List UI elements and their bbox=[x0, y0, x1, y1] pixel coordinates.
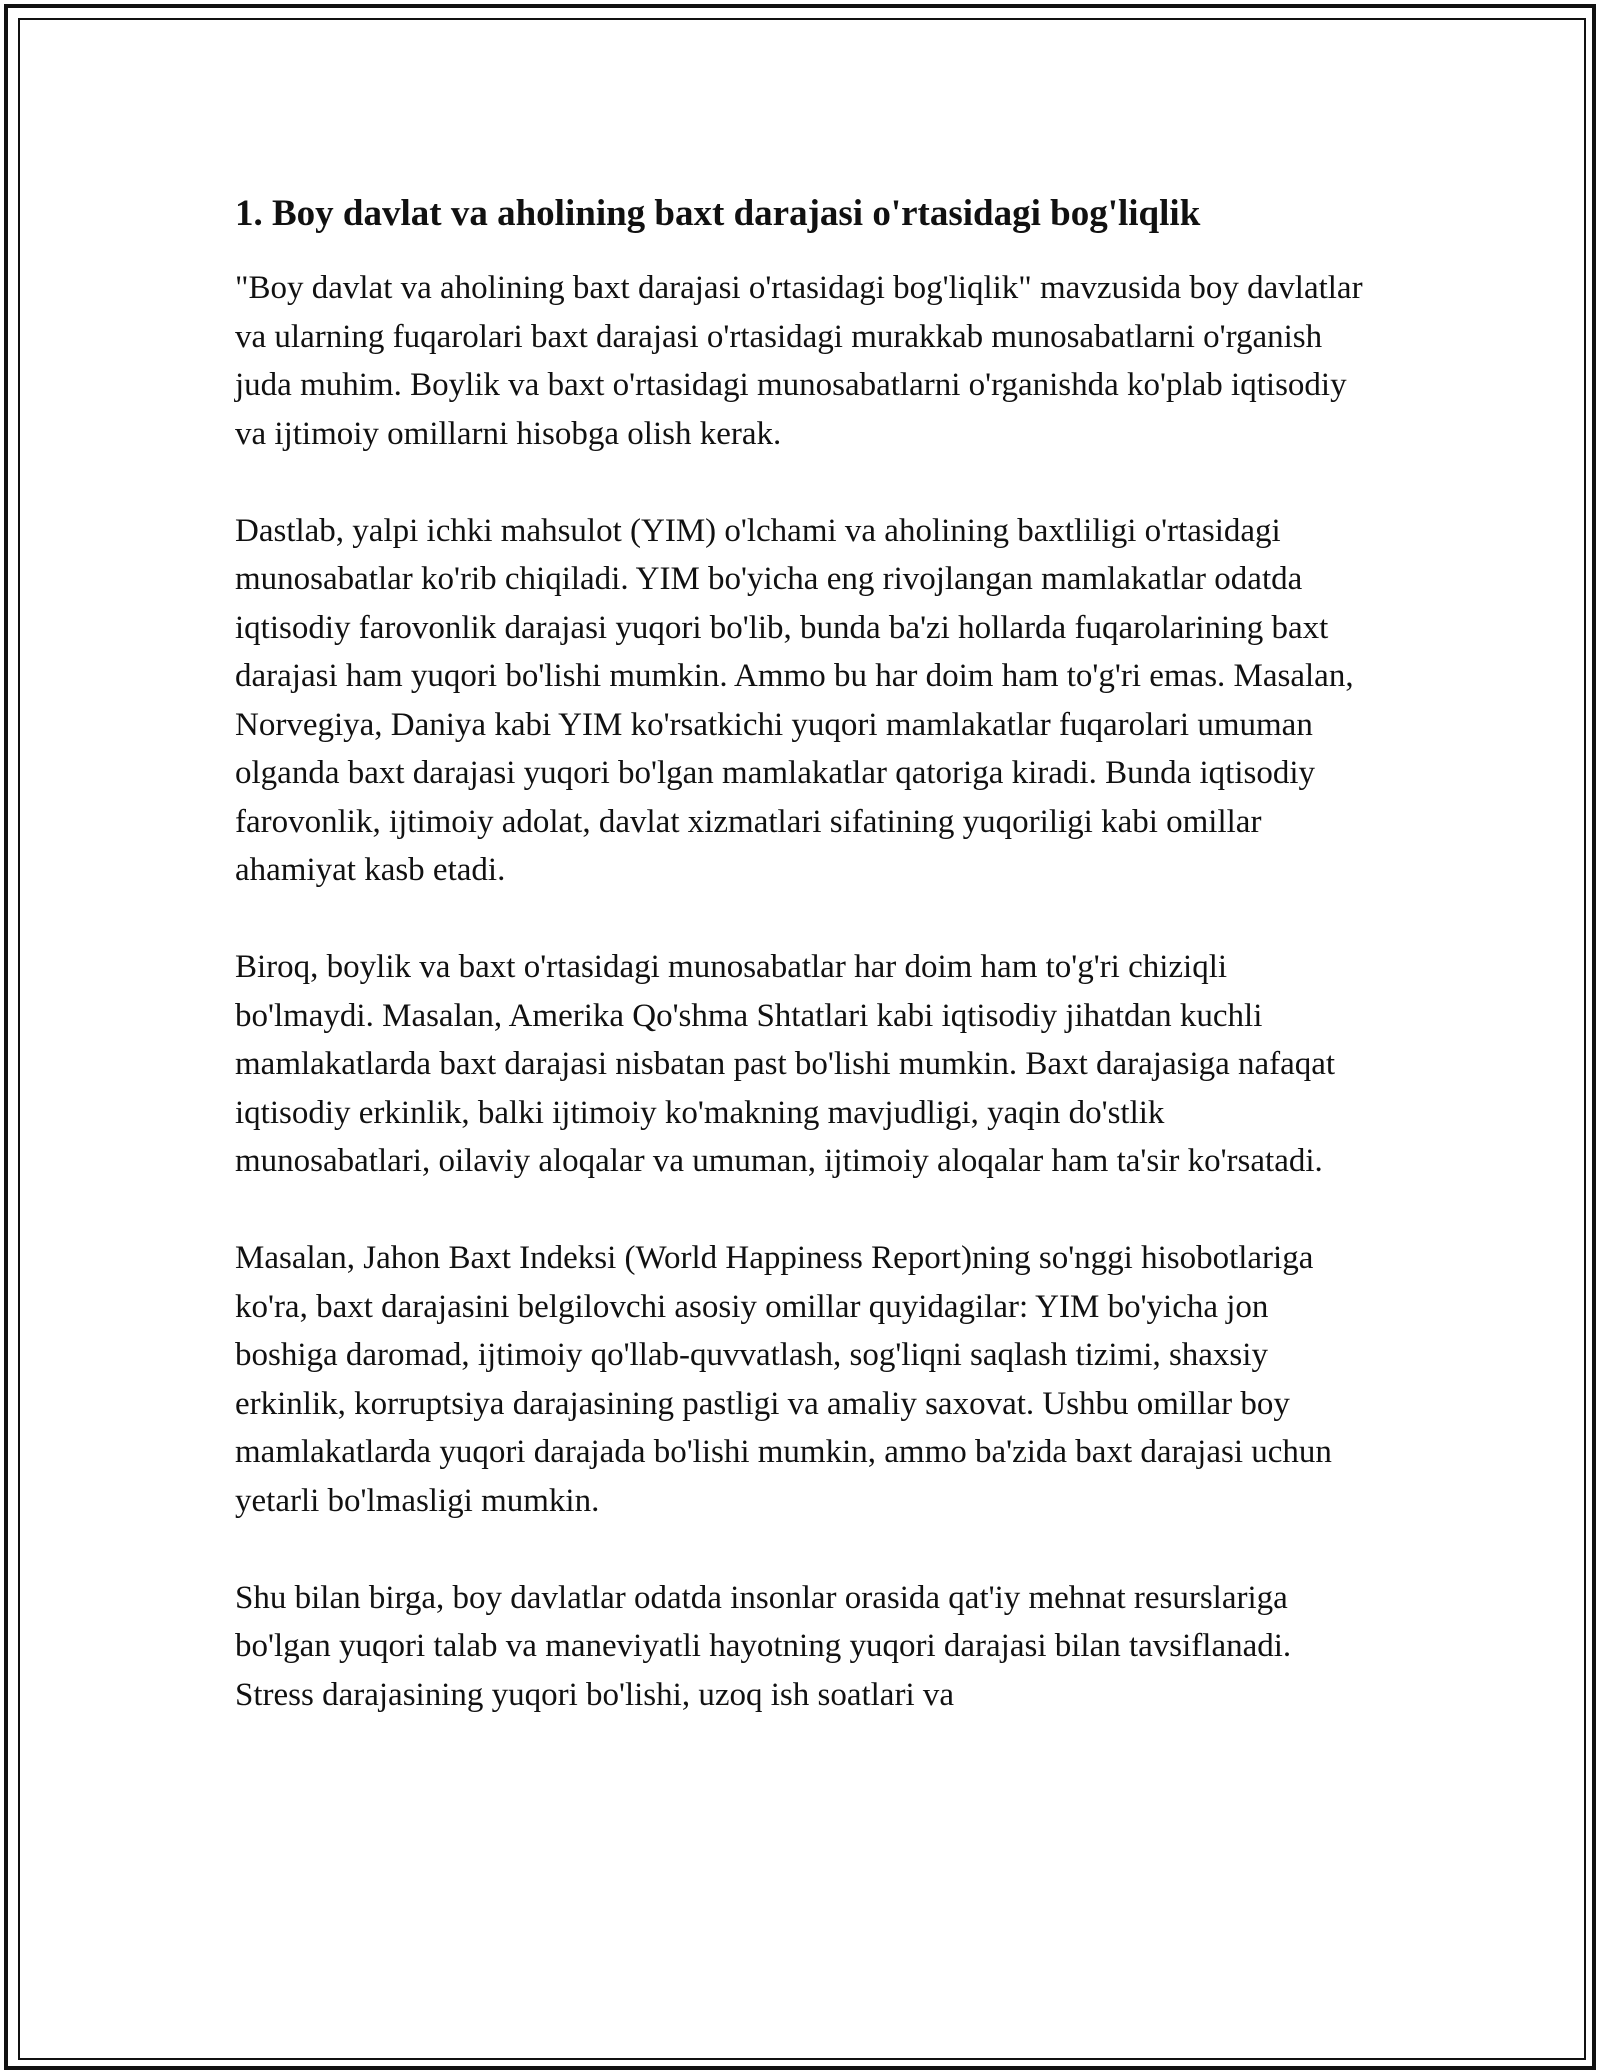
paragraph-intro: "Boy davlat va aholining baxt darajasi o'rtasidagi bog'liqlik" mavzusida boy davlatlar va ularning fuqarolari baxt darajasi o'rtasidagi murakkab munosabatlarni o'rganish juda muhim. Boylik va baxt o'rtasidagi munosabatlarni o'rganishda ko'plab iqtisodiy va ijtimoiy omillarni hisobga olish kerak. bbox=[235, 270, 1363, 452]
paragraph-world-happiness-report: Masalan, Jahon Baxt Indeksi (World Happiness Report)ning so'nggi hisobotlariga ko'ra, baxt darajasini belgilovchi asosiy omillar quyidagilar: YIM bo'yicha jon boshiga daromad, ijtimoiy qo'llab-quvvatlash, sog'liqni saqlash tizimi, shaxsiy erkinlik, korruptsiya darajasining pastligi va amaliy saxovat. Ushbu omillar boy mamlakatlarda yuqori darajada bo'lishi mumkin, ammo ba'zida baxt darajasi uchun yetarli bo'lmasligi mumkin. bbox=[235, 1240, 1332, 1519]
section-heading: 1. Boy davlat va aholining baxt darajasi o'rtasidagi bog'liqlik bbox=[235, 193, 1201, 234]
document-body bbox=[235, 188, 1365, 1768]
paragraph-gdp: Dastlab, yalpi ichki mahsulot (YIM) o'lchami va aholining baxtliligi o'rtasidagi munosabatlar ko'rib chiqiladi. YIM bo'yicha eng rivojlangan mamlakatlar odatda iqtisodiy farovonlik darajasi yuqori bo'lib, bunda ba'zi hollarda fuqarolarining baxt darajasi ham yuqori bo'lishi mumkin. Ammo bu har doim ham to'g'ri emas. Masalan, Norvegiya, Daniya kabi YIM ko'rsatkichi yuqori mamlakatlar fuqarolari umuman olganda baxt darajasi yuqori bo'lgan mamlakatlar qatoriga kiradi. Bunda iqtisodiy farovonlik, ijtimoiy adolat, davlat xizmatlari sifatining yuqoriligi kabi omillar ahamiyat kasb etadi. bbox=[235, 512, 1354, 888]
paragraph-work-stress: Shu bilan birga, boy davlatlar odatda insonlar orasida qat'iy mehnat resurslariga bo'lgan yuqori talab va maneviyatli hayotning yuqori darajasi bilan tavsiflanadi. Stress darajasining yuqori bo'lishi, uzoq ish soatlari va bbox=[235, 1579, 1292, 1713]
paragraph-nonlinear: Biroq, boylik va baxt o'rtasidagi munosabatlar har doim ham to'g'ri chiziqli bo'lmaydi. Masalan, Amerika Qo'shma Shtatlari kabi iqtisodiy jihatdan kuchli mamlakatlarda baxt darajasi nisbatan past bo'lishi mumkin. Baxt darajasiga nafaqat iqtisodiy erkinlik, balki ijtimoiy ko'makning mavjudligi, yaqin do'stlik munosabatlari, oilaviy aloqalar va umuman, ijtimoiy aloqalar ham ta'sir ko'rsatadi. bbox=[235, 949, 1336, 1179]
